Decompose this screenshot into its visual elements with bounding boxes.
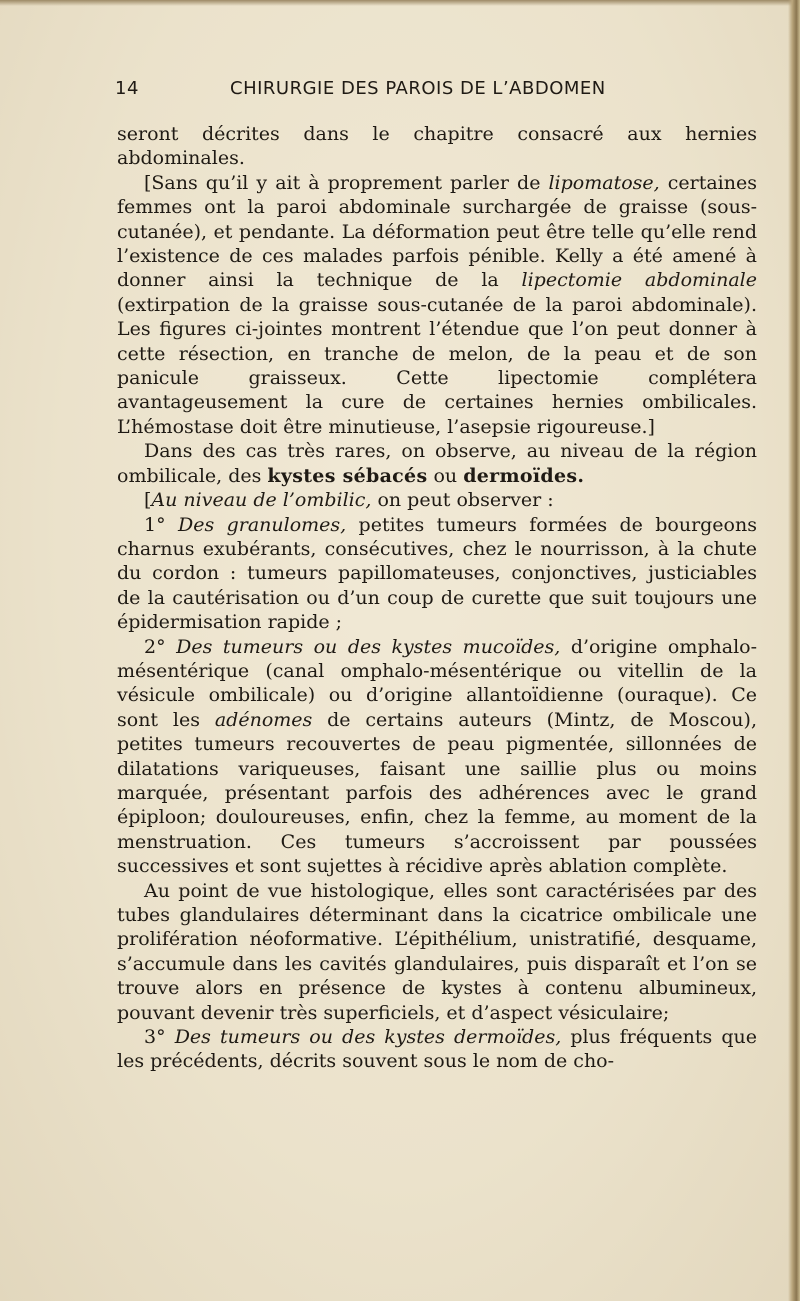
paragraph-ombilic: [Au niveau de l’ombilic, on peut observer : [144,489,554,512]
page-binding-edge [788,0,800,1301]
running-title: CHIRURGIE DES PAROIS DE L’ABDOMEN [230,78,606,99]
page-top-shadow [0,0,800,6]
list-item-mucoides: 2° Des tumeurs ou des kystes mucoïdes, d’origine omphalo-mésentérique (canal omphalo-mésentérique ou vitellin de la vésicule ombilicale) ou d’origine allantoïdienne (ouraque). Ce sont les adénomes de certains auteurs (Mintz, de Moscou), petites tumeurs recouvertes de peau pigmentée, sillonnées de dilatations variqueuses, faisant une saillie plus ou moins marquée, présentant parfois des adhérences avec le grand épiploon; douloureuses, enfin, chez la femme, au moment de la menstruation. Ces tumeurs s’accroissent par poussées successives et sont sujettes à récidive après ablation complète. [117,635,757,878]
paragraph-kystes: Dans des cas très rares, on observe, au niveau de la région ombilicale, des kystes sébacés ou dermoïdes. [117,440,757,487]
body-text [117,122,757,1074]
list-item-dermoides: 3° Des tumeurs ou des kystes dermoïdes, plus fréquents que les précédents, décrits souvent sous le nom de cho- [117,1026,757,1073]
paragraph-lipectomie: [Sans qu’il y ait à proprement parler de lipomatose, certaines femmes ont la paroi abdominale surchargée de graisse (sous-cutanée), et pendante. La déformation peut être telle qu’elle rend l’existence de ces malades parfois pénible. Kelly a été amené à donner ainsi la technique de la lipectomie abdominale (extirpation de la graisse sous-cutanée de la paroi abdominale). Les figures ci-jointes montrent l’étendue que l’on peut donner à cette résection, en tranche de melon, de la peau et de son panicule graisseux. Cette lipectomie complétera avantageusement la cure de certaines hernies ombilicales. L’hémostase doit être minutieuse, l’asepsie rigoureuse.] [117,171,757,438]
list-item-granulomes: 1° Des granulomes, petites tumeurs formées de bourgeons charnus exubérants, consécutives, chez le nourrisson, à la chute du cordon : tumeurs papillomateuses, conjonctives, justiciables de la cautérisation ou d’un coup de curette que suit toujours une épidermisation rapide ; [117,513,757,634]
paragraph-histologie: Au point de vue histologique, elles sont caractérisées par des tubes glandulaires déterminant dans la cicatrice ombilicale une prolifération néoformative. L’épithélium, unistratifié, desquame, s’accumule dans les cavités glandulaires, puis disparaît et l’on se trouve alors en présence de kystes à contenu albumineux, pouvant devenir très superficiels, et d’aspect vésiculaire; [117,879,757,1024]
page-number: 14 [115,78,139,99]
paragraph-continuation: seront décrites dans le chapitre consacré aux hernies abdominales. [117,123,757,170]
running-header [115,78,755,104]
